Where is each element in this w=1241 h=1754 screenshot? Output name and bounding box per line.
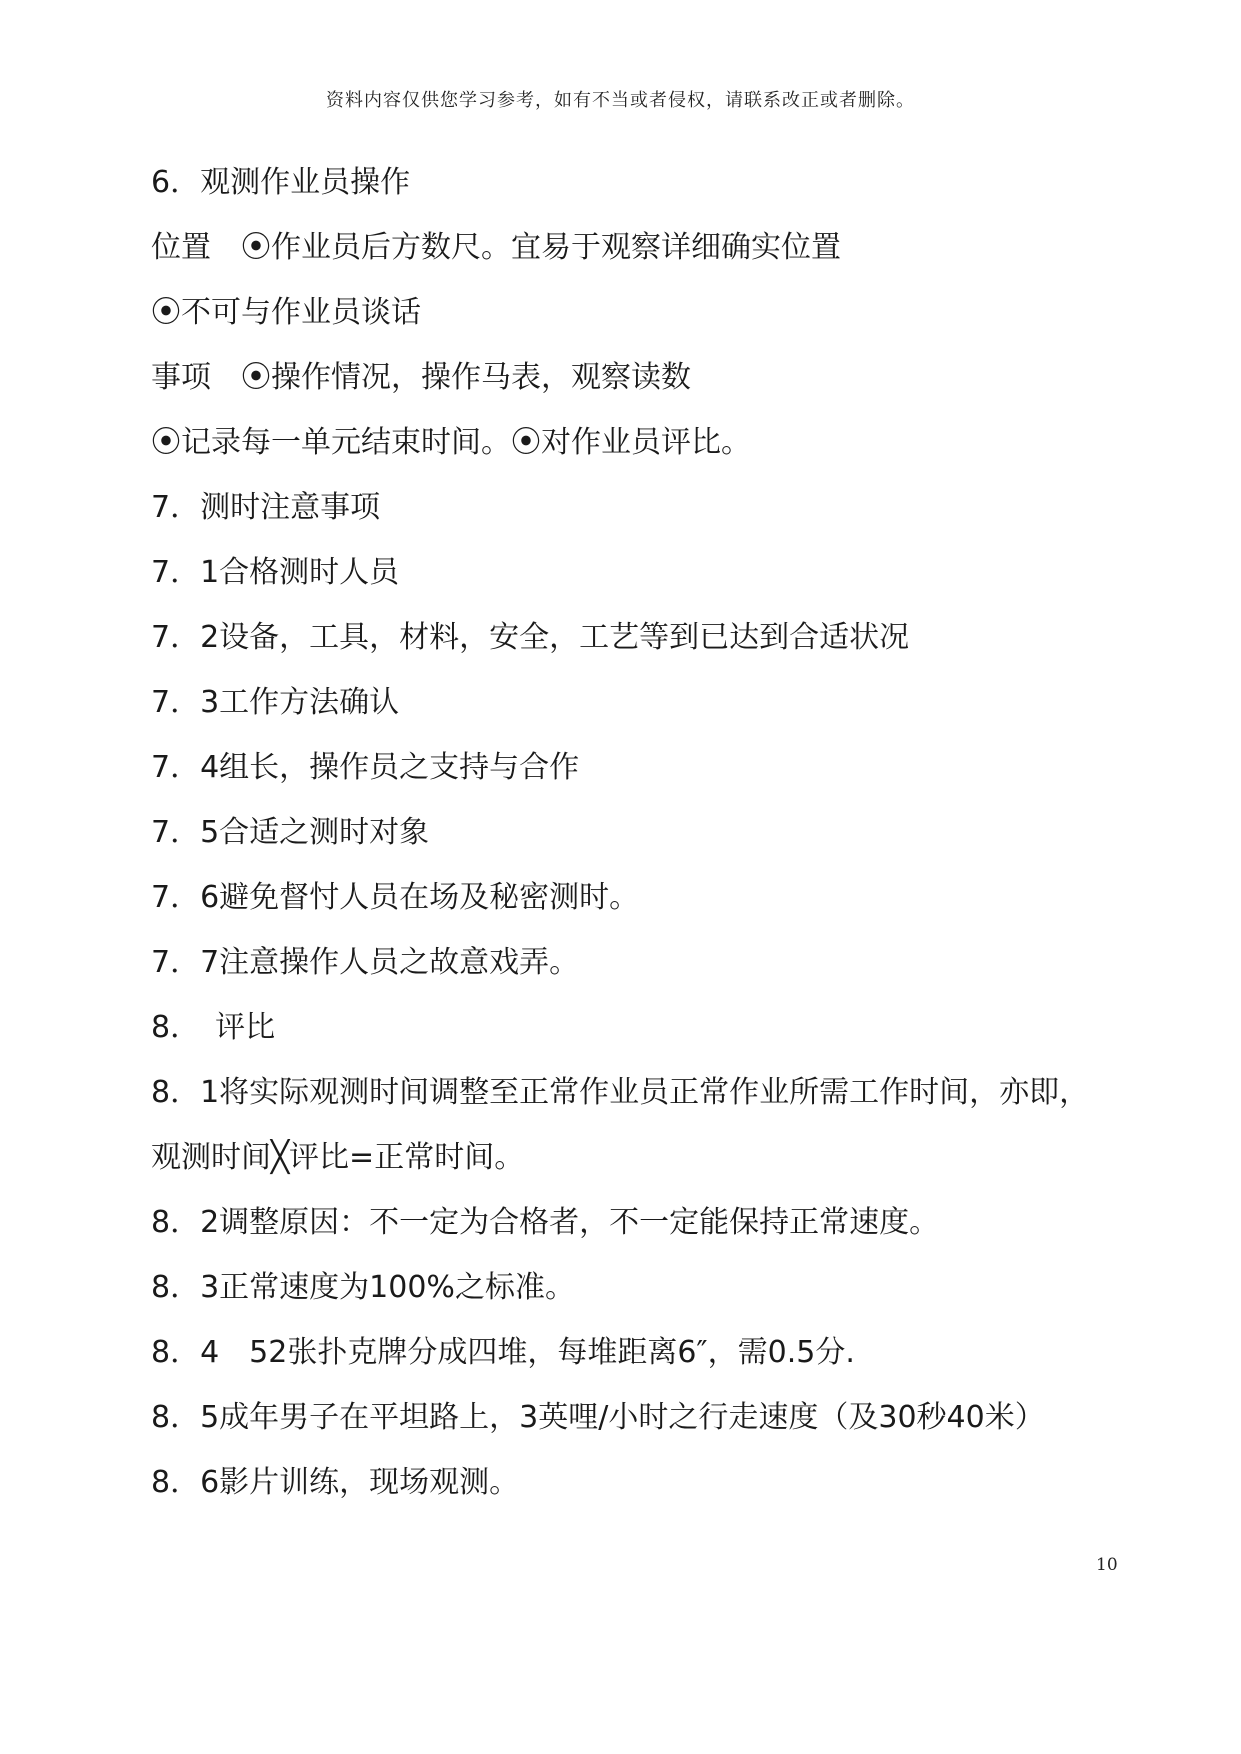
text-line: 7．4组长，操作员之支持与合作 [151,750,580,785]
text-line: 7．2设备，工具，材料，安全，工艺等到已达到合适状况 [151,620,910,655]
text-line: 6．观测作业员操作 [151,165,411,200]
text-line: 8．6影片训练，现场观测。 [151,1465,520,1500]
text-line: 8．5成年男子在平坦路上，3英哩/小时之行走速度（及30秒40米） [151,1400,1045,1435]
text-line: 位置 ⦿作业员后方数尺。宜易于观察详细确实位置 [151,230,841,265]
page-number: 10 [1096,1555,1118,1575]
text-line: 7．3工作方法确认 [151,685,400,720]
document-body [151,160,1111,1525]
text-line: 7．6避免督忖人员在场及秘密测时。 [151,880,640,915]
text-line: 7．1合格测时人员 [151,555,400,590]
text-line: ⦿记录每一单元结束时间。⦿对作业员评比。 [151,425,751,460]
text-line: 8． 评比 [151,1010,276,1045]
text-line: 7．5合适之测时对象 [151,815,430,850]
page-header-notice: 资料内容仅供您学习参考，如有不当或者侵权，请联系改正或者删除。 [326,90,915,111]
text-line: 观测时间╳评比=正常时间。 [151,1140,525,1175]
text-line: ⦿不可与作业员谈话 [151,295,421,330]
text-line: 事项 ⦿操作情况，操作马表，观察读数 [151,360,691,395]
text-line: 8．2调整原因：不一定为合格者，不一定能保持正常速度。 [151,1205,940,1240]
text-line: 8．4 52张扑克牌分成四堆，每堆距离6″，需0.5分. [151,1335,855,1370]
text-line: 8．1将实际观测时间调整至正常作业员正常作业所需工作时间，亦即， [151,1075,1090,1110]
text-line: 7．测时注意事项 [151,490,381,525]
text-line: 7．7注意操作人员之故意戏弄。 [151,945,580,980]
text-line: 8．3正常速度为100%之标准。 [151,1270,575,1305]
